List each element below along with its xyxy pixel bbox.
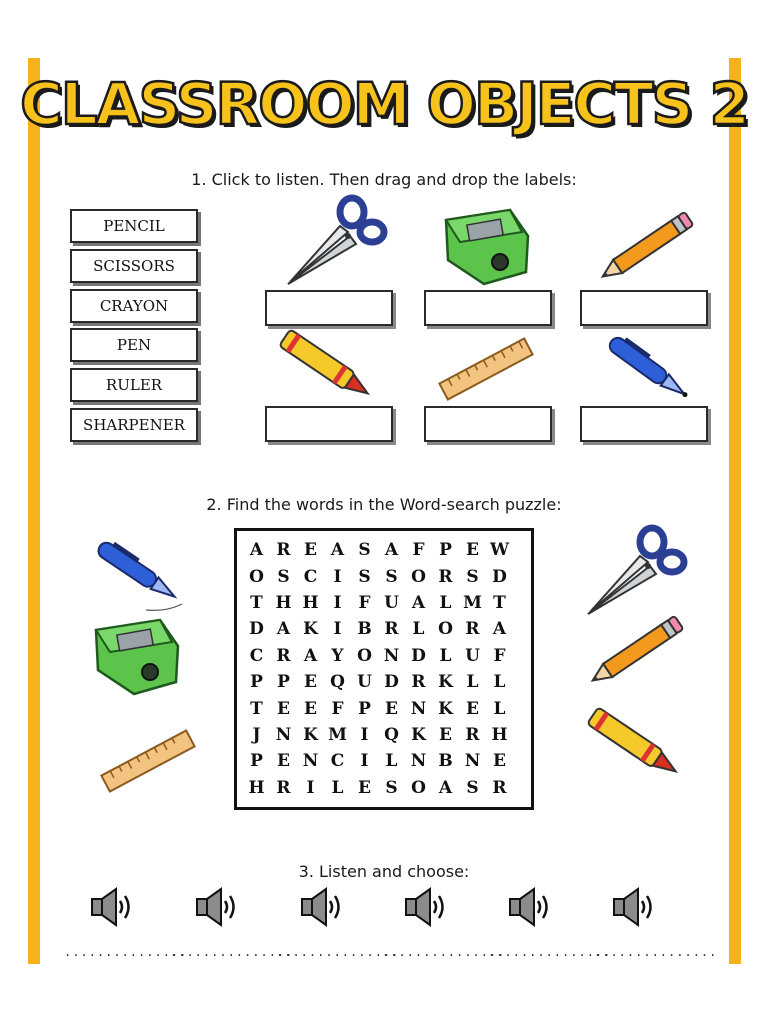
grid-cell[interactable]: R bbox=[276, 645, 291, 666]
pen-icon[interactable] bbox=[596, 330, 700, 408]
grid-cell[interactable]: I bbox=[333, 592, 342, 613]
grid-cell[interactable]: B bbox=[438, 751, 453, 772]
grid-cell[interactable]: S bbox=[385, 566, 398, 587]
answer-line-4[interactable]: ............... bbox=[382, 945, 506, 959]
grid-cell[interactable]: U bbox=[465, 645, 480, 666]
grid-cell[interactable]: C bbox=[249, 645, 264, 666]
grid-cell[interactable]: S bbox=[358, 566, 371, 587]
word-search-grid bbox=[243, 537, 513, 801]
speaker-icon[interactable] bbox=[195, 886, 243, 928]
crayon-icon bbox=[580, 704, 690, 784]
label-crayon[interactable]: CRAYON bbox=[70, 289, 198, 323]
speaker-icon[interactable] bbox=[300, 886, 348, 928]
grid-cell[interactable]: E bbox=[277, 698, 290, 719]
speaker-icon[interactable] bbox=[90, 886, 138, 928]
grid-cell[interactable]: Q bbox=[384, 724, 399, 745]
grid-cell[interactable]: E bbox=[277, 751, 290, 772]
grid-cell[interactable]: D bbox=[411, 645, 426, 666]
grid-cell[interactable]: J bbox=[252, 724, 261, 745]
answer-line-3[interactable]: ............... bbox=[276, 945, 400, 959]
grid-cell[interactable]: E bbox=[466, 698, 479, 719]
grid-cell[interactable]: I bbox=[333, 566, 342, 587]
grid-cell[interactable]: E bbox=[304, 540, 317, 561]
grid-cell[interactable]: O bbox=[438, 619, 453, 640]
grid-cell[interactable]: A bbox=[276, 619, 291, 640]
drop-box-pencil[interactable] bbox=[580, 290, 708, 326]
scissors-icon bbox=[580, 526, 690, 618]
grid-cell[interactable]: F bbox=[493, 645, 506, 666]
grid-cell[interactable]: Q bbox=[330, 672, 345, 693]
grid-cell[interactable]: E bbox=[304, 672, 317, 693]
grid-cell[interactable]: S bbox=[385, 777, 398, 798]
sharpener-icon bbox=[90, 616, 182, 696]
pencil-icon bbox=[580, 612, 690, 692]
grid-cell[interactable]: K bbox=[411, 724, 426, 745]
grid-cell[interactable]: A bbox=[384, 540, 399, 561]
sharpener-icon[interactable] bbox=[440, 206, 532, 286]
answer-line-1[interactable]: ............... bbox=[64, 945, 188, 959]
grid-cell[interactable]: D bbox=[384, 672, 399, 693]
grid-cell[interactable]: A bbox=[492, 619, 507, 640]
grid-cell[interactable]: Y bbox=[331, 645, 344, 666]
drop-box-ruler[interactable] bbox=[424, 406, 552, 442]
speaker-icon[interactable] bbox=[612, 886, 660, 928]
grid-cell[interactable]: S bbox=[358, 540, 371, 561]
pencil-icon[interactable] bbox=[590, 208, 700, 288]
drop-box-pen[interactable] bbox=[580, 406, 708, 442]
grid-cell[interactable]: P bbox=[439, 540, 452, 561]
grid-cell[interactable]: L bbox=[493, 698, 506, 719]
grid-cell[interactable]: F bbox=[331, 698, 344, 719]
instruction-3: 3. Listen and choose: bbox=[298, 862, 470, 881]
grid-cell[interactable]: D bbox=[492, 566, 507, 587]
grid-cell[interactable]: P bbox=[250, 672, 263, 693]
speaker-icon[interactable] bbox=[508, 886, 556, 928]
grid-cell[interactable]: R bbox=[411, 672, 426, 693]
grid-cell[interactable]: R bbox=[438, 566, 453, 587]
page-title: CLASSROOM OBJECTS 2 bbox=[20, 70, 748, 138]
grid-cell[interactable]: A bbox=[411, 592, 426, 613]
grid-cell[interactable]: H bbox=[302, 592, 319, 613]
label-ruler[interactable]: RULER bbox=[70, 368, 198, 402]
grid-cell[interactable]: R bbox=[276, 540, 291, 561]
grid-cell[interactable]: N bbox=[410, 698, 427, 719]
grid-cell[interactable]: I bbox=[360, 724, 369, 745]
crayon-icon[interactable] bbox=[272, 326, 382, 406]
grid-cell[interactable]: L bbox=[493, 672, 506, 693]
grid-cell[interactable]: L bbox=[331, 777, 344, 798]
grid-cell[interactable]: E bbox=[466, 540, 479, 561]
drop-box-crayon[interactable] bbox=[265, 406, 393, 442]
grid-cell[interactable]: N bbox=[302, 751, 319, 772]
grid-cell[interactable]: K bbox=[303, 619, 318, 640]
grid-cell[interactable]: D bbox=[249, 619, 264, 640]
grid-cell[interactable]: N bbox=[410, 751, 427, 772]
grid-cell[interactable]: O bbox=[411, 566, 426, 587]
ruler-icon bbox=[96, 726, 200, 796]
grid-cell[interactable]: A bbox=[438, 777, 453, 798]
label-scissors[interactable]: SCISSORS bbox=[70, 249, 198, 283]
instruction-2: 2. Find the words in the Word-search puzzle: bbox=[206, 495, 562, 514]
grid-cell[interactable]: P bbox=[277, 672, 290, 693]
grid-cell[interactable]: U bbox=[384, 592, 399, 613]
grid-cell[interactable]: R bbox=[384, 619, 399, 640]
grid-cell[interactable]: I bbox=[333, 619, 342, 640]
grid-cell[interactable]: A bbox=[303, 645, 318, 666]
answer-line-2[interactable]: ............... bbox=[170, 945, 294, 959]
grid-cell[interactable]: H bbox=[248, 777, 265, 798]
grid-cell[interactable]: S bbox=[277, 566, 290, 587]
grid-cell[interactable]: N bbox=[464, 751, 481, 772]
grid-cell[interactable]: I bbox=[306, 777, 315, 798]
grid-cell[interactable]: E bbox=[385, 698, 398, 719]
grid-cell[interactable]: S bbox=[466, 777, 479, 798]
grid-cell[interactable]: O bbox=[357, 645, 372, 666]
grid-cell[interactable]: H bbox=[491, 724, 508, 745]
grid-cell[interactable]: L bbox=[412, 619, 425, 640]
grid-cell[interactable]: T bbox=[250, 698, 263, 719]
grid-cell[interactable]: N bbox=[383, 645, 400, 666]
grid-cell[interactable]: L bbox=[466, 672, 479, 693]
grid-cell[interactable]: K bbox=[303, 724, 318, 745]
instruction-1: 1. Click to listen. Then drag and drop the labels: bbox=[191, 170, 577, 189]
speaker-icon[interactable] bbox=[404, 886, 452, 928]
grid-cell[interactable]: P bbox=[250, 751, 263, 772]
grid-cell[interactable]: L bbox=[439, 645, 452, 666]
scissors-icon[interactable] bbox=[280, 196, 390, 288]
grid-cell[interactable]: B bbox=[357, 619, 372, 640]
grid-cell[interactable]: R bbox=[492, 777, 507, 798]
label-pencil[interactable]: PENCIL bbox=[70, 209, 198, 243]
word-search-puzzle bbox=[234, 528, 534, 810]
grid-cell[interactable]: M bbox=[328, 724, 347, 745]
label-sharpener[interactable]: SHARPENER bbox=[70, 408, 198, 442]
grid-cell[interactable]: K bbox=[438, 672, 453, 693]
grid-cell[interactable]: M bbox=[463, 592, 482, 613]
grid-cell[interactable]: L bbox=[439, 592, 452, 613]
grid-cell[interactable]: O bbox=[249, 566, 264, 587]
grid-cell[interactable]: E bbox=[358, 777, 371, 798]
grid-cell[interactable]: K bbox=[438, 698, 453, 719]
label-pen[interactable]: PEN bbox=[70, 328, 198, 362]
answer-line-5[interactable]: ............... bbox=[488, 945, 612, 959]
grid-cell[interactable]: L bbox=[385, 751, 398, 772]
grid-cell[interactable]: A bbox=[330, 540, 345, 561]
pen-icon bbox=[86, 532, 190, 612]
grid-cell[interactable]: U bbox=[357, 672, 372, 693]
grid-cell[interactable]: E bbox=[493, 751, 506, 772]
drop-box-scissors[interactable] bbox=[265, 290, 393, 326]
grid-cell[interactable]: I bbox=[360, 751, 369, 772]
grid-cell[interactable]: C bbox=[303, 566, 318, 587]
grid-cell[interactable]: S bbox=[466, 566, 479, 587]
grid-cell[interactable]: T bbox=[493, 592, 506, 613]
grid-cell[interactable]: T bbox=[250, 592, 263, 613]
drop-box-sharpener[interactable] bbox=[424, 290, 552, 326]
grid-cell[interactable]: E bbox=[439, 724, 452, 745]
grid-cell[interactable]: W bbox=[489, 540, 510, 561]
grid-cell[interactable]: R bbox=[465, 724, 480, 745]
grid-cell[interactable]: F bbox=[412, 540, 425, 561]
grid-cell[interactable]: R bbox=[276, 777, 291, 798]
grid-cell[interactable]: A bbox=[249, 540, 264, 561]
grid-cell[interactable]: N bbox=[275, 724, 292, 745]
answer-line-6[interactable]: ............... bbox=[594, 945, 718, 959]
grid-cell[interactable]: O bbox=[411, 777, 426, 798]
ruler-icon[interactable] bbox=[434, 334, 538, 404]
grid-cell[interactable]: C bbox=[330, 751, 345, 772]
grid-cell[interactable]: R bbox=[465, 619, 480, 640]
grid-cell[interactable]: E bbox=[304, 698, 317, 719]
grid-cell[interactable]: P bbox=[358, 698, 371, 719]
grid-cell[interactable]: F bbox=[358, 592, 371, 613]
grid-cell[interactable]: H bbox=[275, 592, 292, 613]
